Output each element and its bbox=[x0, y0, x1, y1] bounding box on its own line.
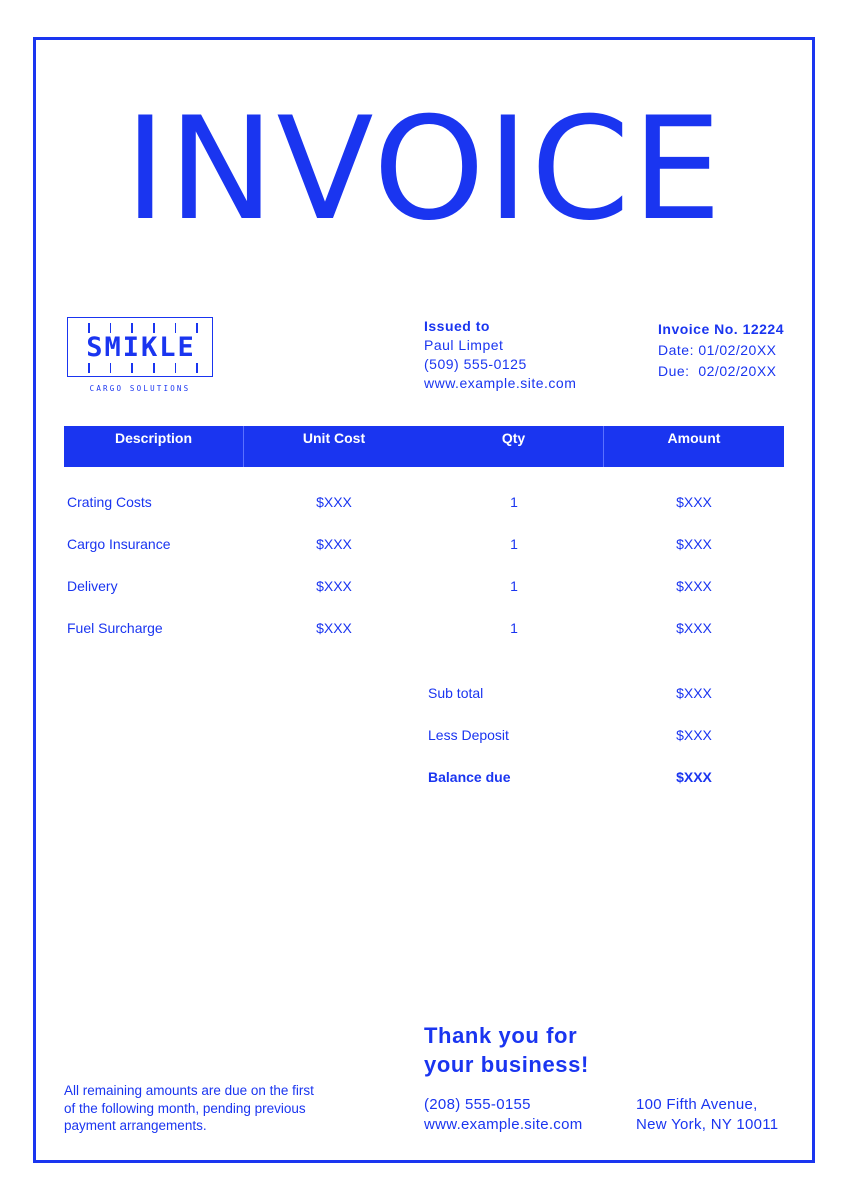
invoice-number: Invoice No. 12224 bbox=[658, 321, 785, 337]
header-qty: Qty bbox=[424, 426, 604, 467]
deposit-label: Less Deposit bbox=[428, 727, 509, 743]
note-line-1: All remaining amounts are due on the first bbox=[64, 1083, 314, 1098]
row-description: Fuel Surcharge bbox=[67, 620, 163, 636]
logo-wordmark: SMIKLE bbox=[86, 332, 196, 363]
row-amount: $XXX bbox=[676, 578, 712, 594]
issued-to-block bbox=[424, 317, 576, 393]
row-amount: $XXX bbox=[676, 494, 712, 510]
invoice-due-date: Due: 02/02/20XX bbox=[658, 363, 777, 379]
company-phone: (208) 555-0155 bbox=[424, 1096, 531, 1113]
row-qty: 1 bbox=[510, 536, 518, 552]
deposit-row bbox=[424, 727, 784, 743]
row-amount: $XXX bbox=[676, 620, 712, 636]
client-name: Paul Limpet bbox=[424, 337, 504, 353]
row-amount: $XXX bbox=[676, 536, 712, 552]
invoice-date: Date: 01/02/20XX bbox=[658, 342, 777, 358]
row-unit-cost: $XXX bbox=[316, 536, 352, 552]
thanks-line-2: your business! bbox=[424, 1052, 589, 1077]
subtotal-row bbox=[424, 685, 784, 701]
logo-ticks-bottom bbox=[88, 363, 198, 373]
row-description: Cargo Insurance bbox=[67, 536, 171, 552]
deposit-value: $XXX bbox=[676, 727, 712, 743]
balance-row bbox=[424, 769, 784, 785]
row-description: Delivery bbox=[67, 578, 118, 594]
balance-label: Balance due bbox=[428, 769, 511, 785]
company-logo bbox=[67, 317, 213, 377]
row-unit-cost: $XXX bbox=[316, 494, 352, 510]
issued-to-label: Issued to bbox=[424, 318, 490, 334]
row-qty: 1 bbox=[510, 578, 518, 594]
company-website: www.example.site.com bbox=[424, 1115, 583, 1133]
client-phone: (509) 555-0125 bbox=[424, 356, 527, 372]
row-unit-cost: $XXX bbox=[316, 620, 352, 636]
table-row bbox=[64, 494, 784, 510]
company-address bbox=[636, 1095, 778, 1134]
table-row bbox=[64, 536, 784, 552]
table-row bbox=[64, 578, 784, 594]
table-header bbox=[64, 426, 784, 467]
row-qty: 1 bbox=[510, 620, 518, 636]
address-line-1: 100 Fifth Avenue, bbox=[636, 1096, 758, 1113]
note-line-3: payment arrangements. bbox=[64, 1118, 207, 1133]
row-unit-cost: $XXX bbox=[316, 578, 352, 594]
invoice-info-block bbox=[658, 319, 784, 382]
client-website: www.example.site.com bbox=[424, 375, 577, 391]
thank-you-message bbox=[424, 1021, 589, 1079]
company-contact bbox=[424, 1095, 583, 1134]
balance-value: $XXX bbox=[676, 769, 712, 785]
thanks-line-1: Thank you for bbox=[424, 1023, 578, 1048]
header-amount: Amount bbox=[667, 430, 721, 446]
logo-tagline: CARGO SOLUTIONS bbox=[89, 384, 191, 393]
row-description: Crating Costs bbox=[67, 494, 152, 510]
subtotal-value: $XXX bbox=[676, 685, 712, 701]
note-line-2: of the following month, pending previous bbox=[64, 1100, 306, 1116]
subtotal-label: Sub total bbox=[428, 685, 484, 701]
table-row bbox=[64, 620, 784, 636]
header-description: Description bbox=[64, 426, 244, 467]
invoice-title: INVOICE bbox=[124, 87, 724, 252]
address-line-2: New York, NY 10011 bbox=[636, 1115, 779, 1133]
payment-note bbox=[64, 1082, 344, 1135]
header-unit-cost: Unit Cost bbox=[302, 430, 366, 446]
row-qty: 1 bbox=[510, 494, 518, 510]
